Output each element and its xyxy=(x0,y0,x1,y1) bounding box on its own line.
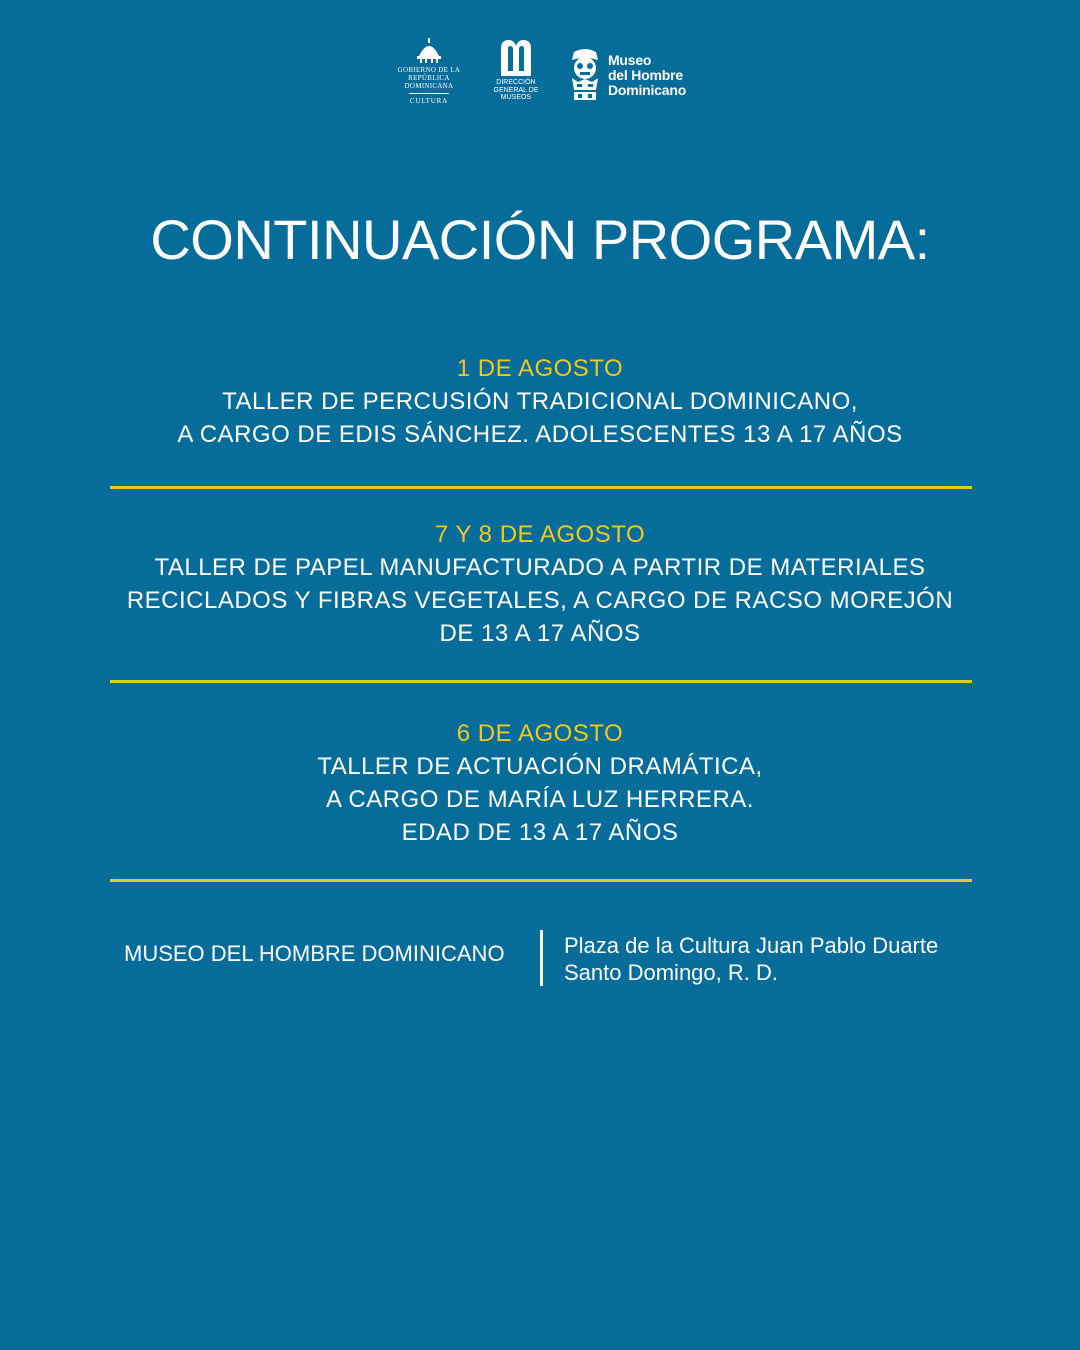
mhd-line: Museo xyxy=(607,51,652,68)
divider xyxy=(110,879,972,882)
dome-icon xyxy=(414,38,444,64)
gov-divider xyxy=(409,93,449,94)
event-line: A CARGO DE MARÍA LUZ HERRERA. xyxy=(326,786,754,813)
divider xyxy=(110,486,972,489)
gov-line: GOBIERNO DE LA xyxy=(397,66,461,74)
event-line: TALLER DE ACTUACIÓN DRAMÁTICA, xyxy=(317,753,763,780)
event-line: TALLER DE PERCUSIÓN TRADICIONAL DOMINICANO, xyxy=(222,388,858,415)
m-monogram-icon xyxy=(498,38,534,76)
divider xyxy=(110,680,972,683)
event-date: 1 DE AGOSTO xyxy=(456,355,624,382)
gov-line: REPÚBLICA xyxy=(408,74,450,82)
event-line: RECICLADOS Y FIBRAS VEGETALES, A CARGO DE RACSO MOREJÓN xyxy=(126,587,954,614)
footer xyxy=(0,928,1080,988)
event-item xyxy=(60,352,1020,451)
dgm-line: GENERAL DE xyxy=(493,86,539,94)
address xyxy=(564,932,938,986)
event-date: 7 Y 8 DE AGOSTO xyxy=(434,521,646,548)
page-title: CONTINUACIÓN PROGRAMA: xyxy=(150,208,930,271)
mhd-line: del Hombre xyxy=(607,66,683,83)
mhd-line: Dominicano xyxy=(607,81,687,98)
event-date: 6 DE AGOSTO xyxy=(456,720,624,747)
event-line: A CARGO DE EDIS SÁNCHEZ. ADOLESCENTES 13 A 17 AÑOS xyxy=(177,421,903,448)
gov-sub: CULTURA xyxy=(409,97,448,105)
direccion-museos-logo xyxy=(486,38,546,102)
event-item xyxy=(60,717,1020,849)
event-line: TALLER DE PAPEL MANUFACTURADO A PARTIR DE MATERIALES xyxy=(154,554,926,581)
gobierno-logo xyxy=(394,38,464,105)
gov-line: DOMINICANA xyxy=(404,82,454,90)
taino-figure-icon xyxy=(568,48,602,102)
event-line: EDAD DE 13 A 17 AÑOS xyxy=(401,819,679,846)
museo-hombre-logo xyxy=(568,48,686,102)
museum-name: MUSEO DEL HOMBRE DOMINICANO xyxy=(124,941,505,966)
address-line: Santo Domingo, R. D. xyxy=(564,960,778,985)
address-line: Plaza de la Cultura Juan Pablo Duarte xyxy=(564,933,939,958)
dgm-line: DIRECCIÓN xyxy=(496,79,536,86)
event-line: DE 13 A 17 AÑOS xyxy=(439,620,641,647)
logo-bar xyxy=(0,38,1080,105)
event-item xyxy=(60,518,1020,650)
footer-separator xyxy=(540,930,543,986)
dgm-line: MUSEOS xyxy=(500,94,532,101)
